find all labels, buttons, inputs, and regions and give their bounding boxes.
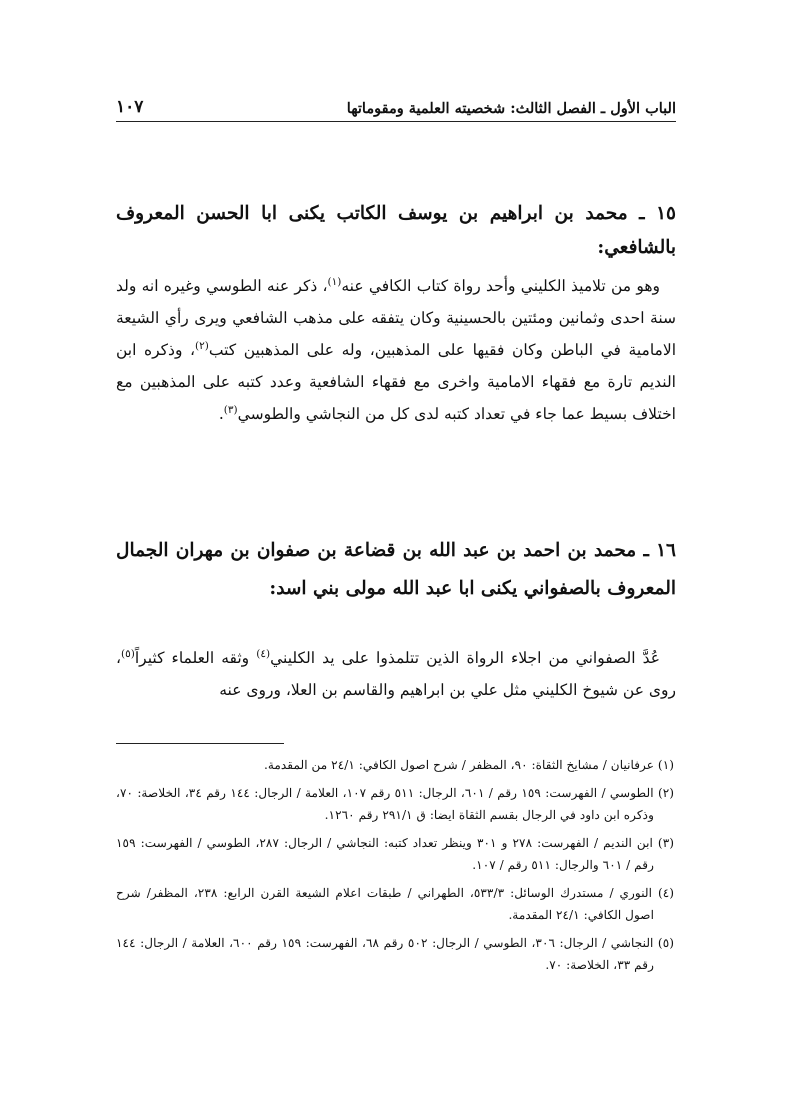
running-header [116, 90, 676, 122]
footnote-ref-5[interactable]: (٥) [121, 647, 135, 660]
footnote-5: (٥) النجاشي / الرجال: ٣٠٦، الطوسي / الرجال: ٥٠٢ رقم ٦٨، الفهرست: ١٥٩ رقم ٦٠٠، العلامة / الرجال: ١٤٤ رقم ٣٣، الخلاصة: ٧٠. [116, 935, 674, 972]
footnote-2: (٢) الطوسي / الفهرست: ١٥٩ رقم / ٦٠١، الرجال: ٥١١ رقم ١٠٧، العلامة / الرجال: ١٤٤ رقم ٣٤، الخلاصة: ٧٠، وذكره ابن داود في الرجال بقسم الثقاة ايضا: ق ٢٩١/١ رقم ١٢٦٠. [116, 785, 675, 822]
footnote-ref-1[interactable]: (١) [327, 275, 342, 288]
footnote-ref-2[interactable]: (٢) [195, 339, 209, 352]
footnote-3: (٣) ابن النديم / الفهرست: ٢٧٨ و ٣٠١ وينظر تعداد كتبه: النجاشي / الرجال: ٢٨٧، الطوسي / الفهرست: ١٥٩ رقم / ٦٠١ والرجال: ٥١١ رقم / ١٠٧. [116, 835, 674, 872]
footnote-ref-3[interactable]: (٣) [223, 403, 238, 416]
entry-15-heading: ١٥ ـ محمد بن ابراهيم بن يوسف الكاتب يكنى ابا الحسن المعروف بالشافعي: [116, 203, 676, 258]
entry-16-text-1: عُدَّ الصفواني من اجلاء الرواة الذين تتلمذوا على يد الكليني [270, 649, 660, 667]
page-number: ١٠٧ [116, 97, 144, 117]
entry-15-text-4: . [218, 405, 224, 423]
footnote-ref-4[interactable]: (٤) [256, 647, 271, 660]
running-title: الباب الأول ـ الفصل الثالث: شخصيته العلمية ومقوماتها [346, 100, 676, 117]
entry-16-heading: ١٦ ـ محمد بن احمد بن عبد الله بن قضاعة بن صفوان بن مهران الجمال المعروف بالصفواني يكنى ابا عبد الله مولى بني اسد: [116, 540, 676, 599]
footnote-4: (٤) النوري / مستدرك الوسائل: ٥٣٣/٣، الطهراني / طبقات اعلام الشيعة القرن الرابع: ٢٣٨، المظفر/ شرح اصول الكافي: ٢٤/١ المقدمة. [116, 885, 675, 922]
entry-16-text-3: ، روى عن شيوخ الكليني مثل علي بن ابراهيم والقاسم بن العلا، وروى عنه [116, 649, 676, 699]
footnote-1: (١) عرفانيان / مشايخ الثقاة: ٩٠، المظفر / شرح اصول الكافي: ٢٤/١ من المقدمة. [263, 758, 674, 772]
footnote-divider [116, 743, 284, 744]
entry-15-text-1: وهو من تلاميذ الكليني وأحد رواة كتاب الكافي عنه [341, 277, 660, 295]
entry-16-paragraph [116, 642, 676, 706]
entry-15-text-2: ، ذكر عنه الطوسي وغيره انه ولد سنة احدى وثمانين ومئتين بالحسينية وكان يتفقه على مذهب الشافعي ويرى رأي الشيعة الامامية في الباطن وكان فقيها على المذهبين، وله على المذهبين كتب [116, 277, 676, 359]
entry-15-paragraph [116, 270, 676, 430]
footnotes-list [116, 754, 674, 982]
entry-15-text-3: ، وذكره ابن النديم تارة مع فقهاء الامامية واخرى مع فقهاء الشافعية وعدد كتبه على المذهبين مع اختلاف بسيط عما جاء في تعداد كتبه لدى كل من النجاشي والطوسي [116, 341, 676, 423]
entry-16-text-2: وثقه العلماء كثيراً [134, 649, 257, 667]
